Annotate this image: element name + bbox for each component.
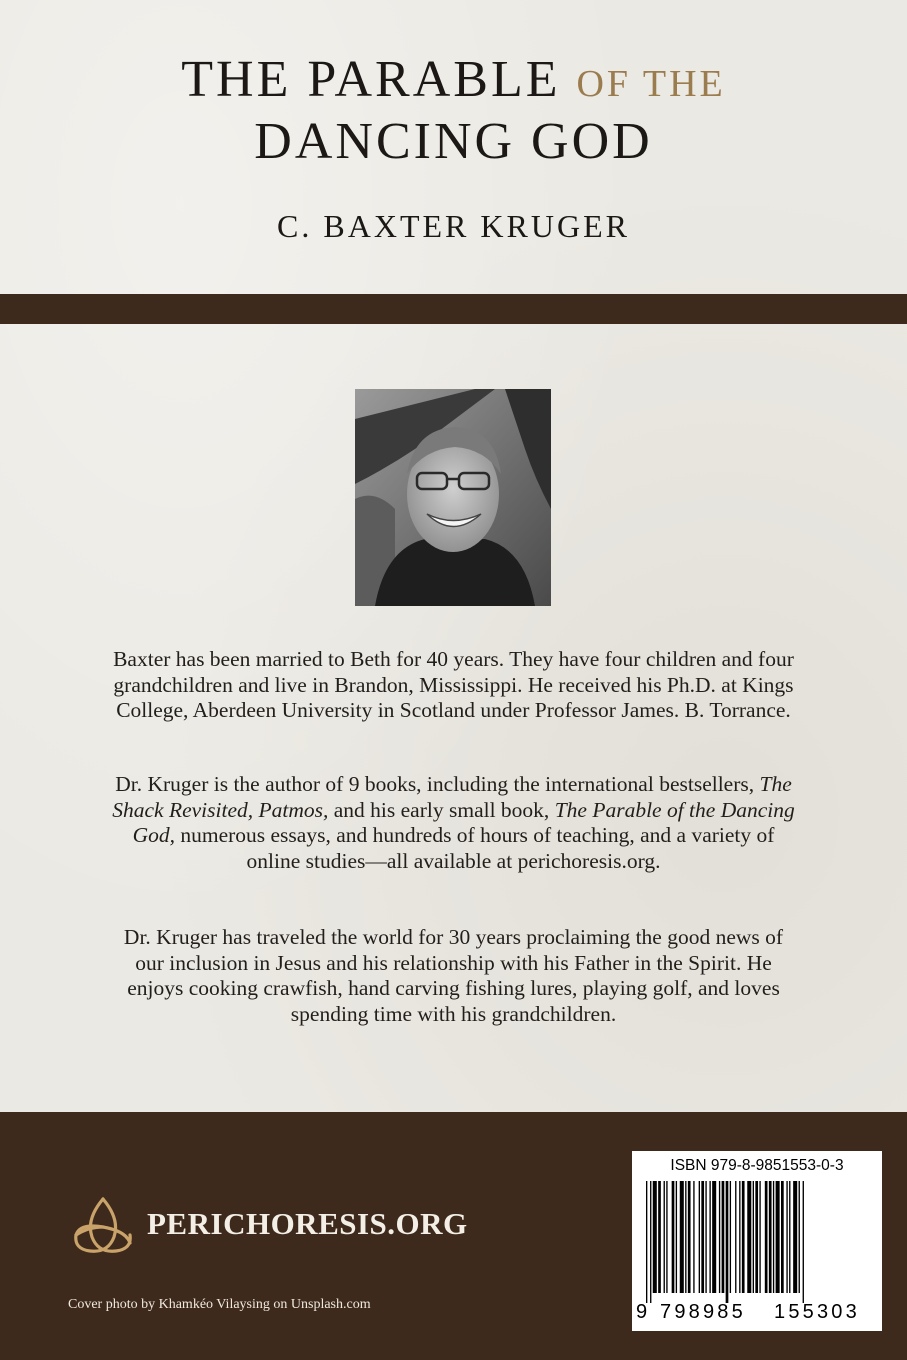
barcode-bar — [776, 1181, 780, 1293]
barcode-bar — [726, 1181, 729, 1303]
bio-p2-start: Dr. Kruger is the author of 9 books, including the international bestsellers, — [115, 772, 755, 796]
isbn-barcode — [632, 1151, 882, 1331]
brand-name: PERICHORESIS.ORG — [147, 1206, 468, 1241]
barcode-bar — [693, 1181, 694, 1293]
bio-p2-book: The Parable of the Dancing God, — [132, 797, 795, 847]
book-title-line1 — [0, 50, 907, 109]
barcode-bar — [722, 1181, 725, 1293]
barcode-bar — [742, 1181, 745, 1293]
top-divider-band — [0, 294, 907, 324]
barcode-bar — [658, 1181, 661, 1293]
barcode-bar — [739, 1181, 740, 1293]
barcode-bar — [765, 1181, 768, 1293]
bio-p2-mid: and his early small book, — [333, 797, 550, 822]
barcode-bar — [685, 1181, 686, 1293]
bio-paragraph-3: Dr. Kruger has traveled the world for 30 years proclaiming the good news of our inclusion in Jesus and his relationship with his Father in the Spirit. He enjoys cooking crawfish, hand carving fishing lures, playing golf, and loves spending time with his grandchildren. — [123, 925, 784, 1026]
barcode-bar — [789, 1181, 790, 1293]
barcode-bar — [653, 1181, 657, 1293]
barcode-bar — [712, 1181, 716, 1293]
barcode-bar — [719, 1181, 720, 1293]
barcode-bar — [769, 1181, 772, 1293]
author-photo — [355, 389, 551, 606]
barcode-bar — [747, 1181, 751, 1293]
author-name: C. BAXTER KRUGER — [277, 208, 630, 244]
barcode-digit-first: 9 — [636, 1301, 648, 1323]
barcode-bar — [676, 1181, 677, 1293]
barcode-bar — [799, 1181, 800, 1293]
barcode-bar — [646, 1181, 647, 1303]
barcode-bar — [664, 1181, 665, 1293]
barcode-digits-right: 155303 — [774, 1301, 860, 1323]
bio-paragraph-2 — [110, 772, 797, 874]
barcode-bar — [701, 1181, 704, 1293]
barcode-bar — [699, 1181, 700, 1293]
photo-credit: Cover photo by Khamkéo Vilaysing on Unsplash.com — [68, 1297, 371, 1312]
barcode-bar — [755, 1181, 758, 1293]
barcode-bar — [793, 1181, 797, 1293]
barcode-bar — [672, 1181, 675, 1293]
barcode-bar — [650, 1181, 651, 1303]
barcode-bars — [632, 1181, 882, 1303]
barcode-bar — [759, 1181, 760, 1293]
book-title-line2: DANCING GOD — [254, 113, 653, 170]
bio-paragraph-1: Baxter has been married to Beth for 40 years. They have four children and four grandchildren and live in Brandon, Mississippi. He received his Ph.D. at Kings College, Aberdeen University in Scotland under Professor James. B. Torrance. — [113, 647, 794, 722]
barcode-bar — [786, 1181, 787, 1293]
isbn-label: ISBN 979-8-9851553-0-3 — [670, 1157, 844, 1174]
barcode-bar — [753, 1181, 754, 1293]
title-accent: OF THE — [576, 63, 726, 105]
barcode-bar — [803, 1181, 804, 1303]
barcode-bar — [666, 1181, 667, 1293]
trinity-knot-icon — [68, 1193, 138, 1259]
barcode-digits-left: 798985 — [660, 1301, 746, 1323]
title-part1: THE PARABLE — [181, 51, 561, 108]
barcode-bar — [709, 1181, 710, 1293]
bio-p2-titles: The Shack Revisited, Patmos, — [112, 772, 792, 822]
barcode-bar — [730, 1181, 731, 1293]
bio-p2-end: numerous essays, and hundreds of hours of teaching, and a variety of online studies—all available at perichoresis.org. — [180, 823, 775, 873]
barcode-bar — [680, 1181, 684, 1293]
barcode-bar — [688, 1181, 691, 1293]
barcode-bar — [773, 1181, 774, 1293]
barcode-bar — [705, 1181, 706, 1293]
barcode-bar — [735, 1181, 736, 1293]
barcode-bar — [781, 1181, 784, 1293]
